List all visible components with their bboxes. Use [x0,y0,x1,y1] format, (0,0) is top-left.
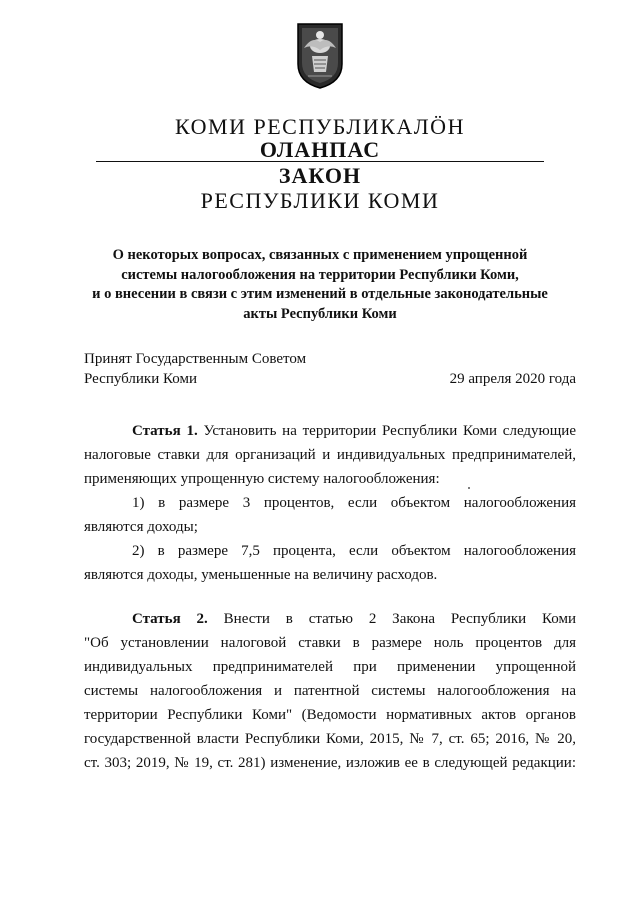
article-1-line: налоговые ставки для организаций и индивидуальных предпринимателей, [84,447,576,463]
article-1-line: применяющих упрощенную систему налогообложения: [84,471,440,487]
article-1-label: Статья 1. [132,423,198,439]
article-2-line: территории Республики Коми" (Ведомости нормативных актов органов [84,707,576,723]
article-2-line: государственной власти Республики Коми, 2015, № 7, ст. 65; 2016, № 20, [84,731,576,747]
article-1-item-1-cont: являются доходы; [84,519,198,535]
law-title [70,246,570,324]
law-title-line: и о внесении в связи с этим изменений в отдельные законодательные [92,286,548,302]
article-2-line [84,607,576,631]
law-title-line: О некоторых вопросах, связанных с применением упрощенной [112,247,528,263]
adopted-by-line2: Республики Коми [84,371,197,387]
article-2-line: ст. 303; 2019, № 19, ст. 281) изменение, изложив ее в следующей редакции: [84,755,576,771]
article-2 [84,607,576,775]
article-2-line: "Об установлении налоговой ставки в размере ноль процентов для [84,635,576,651]
article-2-label: Статья 2. [132,611,208,627]
article-2-text: Внести в статью 2 Закона Республики Коми [207,611,576,627]
article-2-line: системы налогообложения и патентной системы налогообложения на [84,683,576,699]
article-1 [84,419,576,587]
article-1-item-1: 1) в размере 3 процентов, если объектом налогообложения [132,495,576,511]
adopted-by-line1: Принят Государственным Советом [84,351,307,367]
header-olanpas: ОЛАНПАС [259,137,381,162]
law-title-line: акты Республики Коми [243,305,397,322]
adoption-block [84,349,576,389]
article-1-item-2: 2) в размере 7,5 процента, если объектом налогообложения [132,543,576,559]
adoption-date: 29 апреля 2020 года [449,371,576,387]
header-komi-republic: КОМИ РЕСПУБЛИКАЛÖН [175,114,465,139]
article-1-line [84,419,576,443]
header-divider [96,161,544,162]
article-1-item-2-cont: являются доходы, уменьшенные на величину расходов. [84,567,438,583]
law-title-line: системы налогообложения на территории Республики Коми, [121,266,519,283]
coat-of-arms-emblem [294,20,346,90]
article-1-text: Установить на территории Республики Коми следующие [197,423,576,439]
article-2-line: индивидуальных предпринимателей при применении упрощенной [84,659,576,675]
header-republic-komi: РЕСПУБЛИКИ КОМИ [200,188,440,213]
header-zakon: ЗАКОН [278,163,362,188]
